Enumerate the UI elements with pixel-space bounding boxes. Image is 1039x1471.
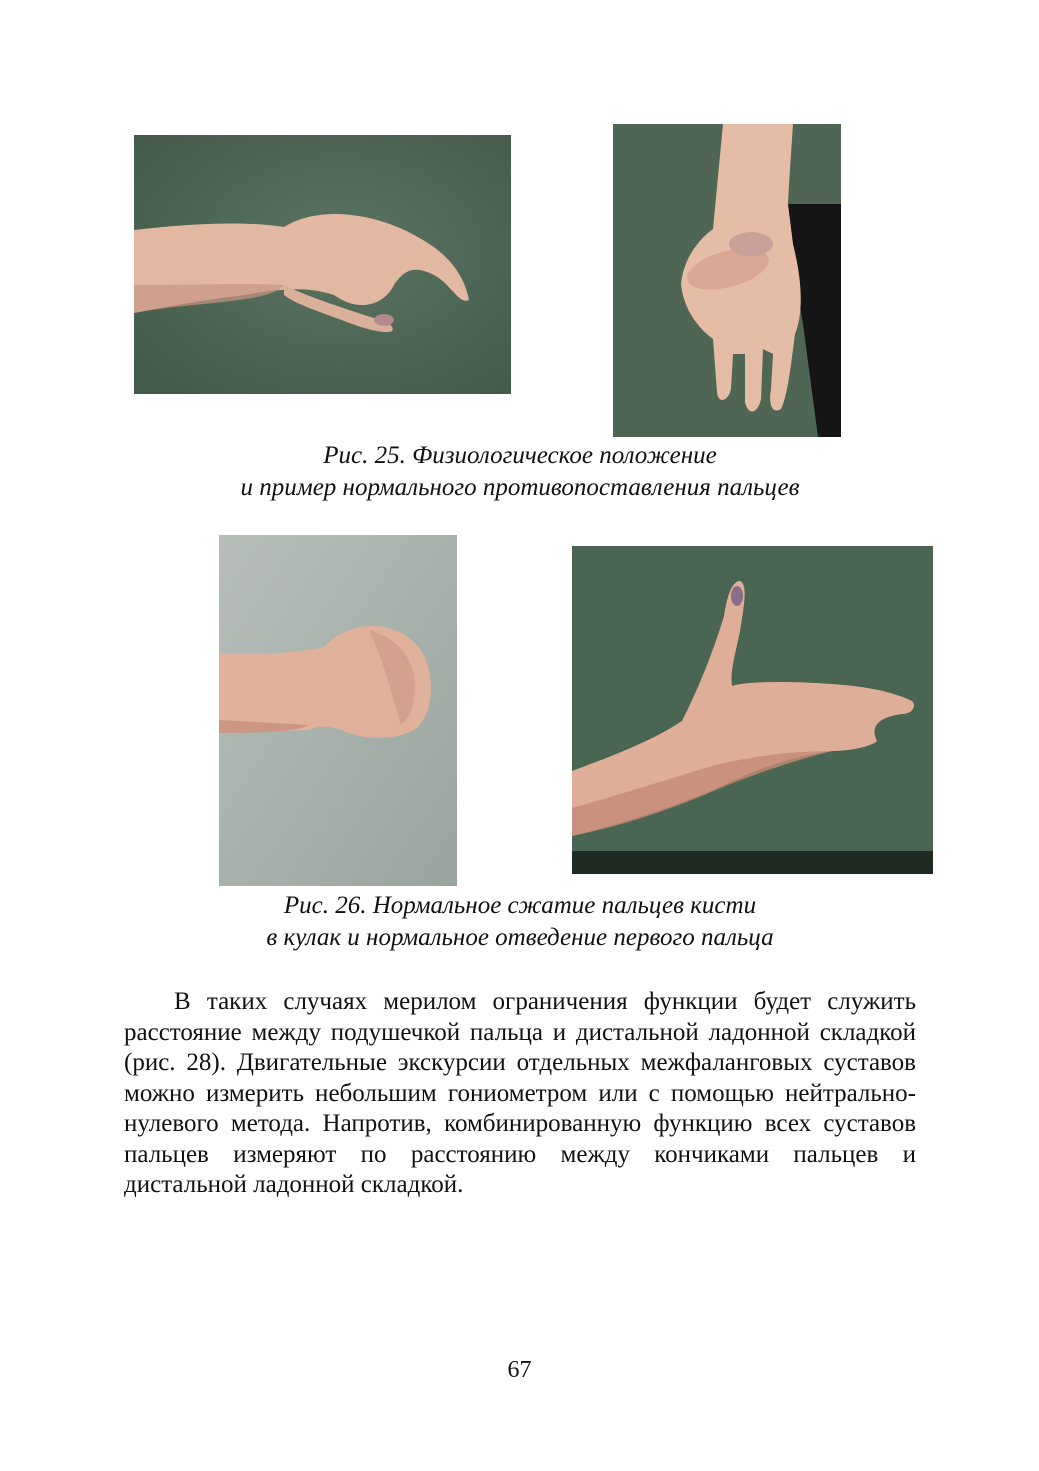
body-paragraph: В таких случаях мерилом ограничения функции будет служить расстояние между подушечкой пальца и дистальной ладонной складкой (рис. 28). Двигательные экскурсии отдельных межфаланговых суставов можно измерить небольшим гониометром или с помощью нейтрально-нулевого метода. Напротив, комбинированную функцию всех суставов пальцев измеряют по расстоянию между кончиками пальцев и дистальной ладонной складкой. [124, 988, 916, 1198]
figure-26-caption-line-1: Рис. 26. Нормальное сжатие пальцев кисти [283, 892, 757, 919]
photo-thumb-abduction [572, 546, 933, 874]
photo-thumb-opposition [613, 124, 841, 437]
figure-26-caption [120, 890, 920, 954]
figure-25-caption-line-2: и пример нормального противопоставления пальцев [240, 474, 800, 501]
figure-25-caption-line-1: Рис. 25. Физиологическое положение [323, 442, 717, 469]
body-text [124, 987, 916, 1201]
photo-fist [219, 535, 457, 886]
figure-25-caption [120, 440, 920, 504]
figure-26-caption-line-2: в кулак и нормальное отведение первого пальца [266, 924, 774, 951]
photo-hand-physiological-position [134, 135, 511, 394]
page-number: 67 [507, 1357, 532, 1383]
